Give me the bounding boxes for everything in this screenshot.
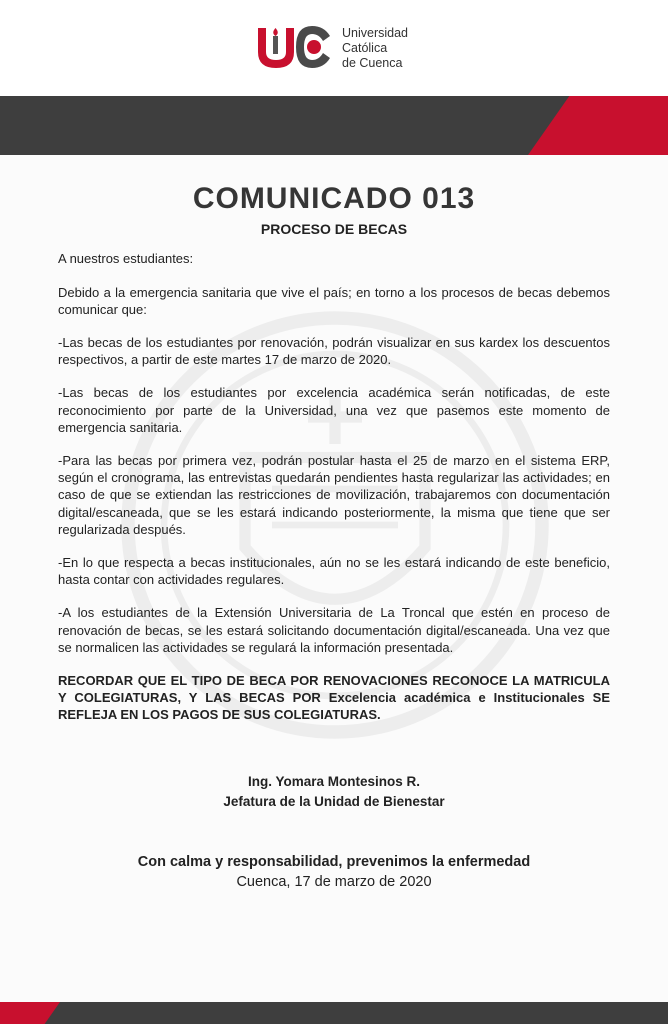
- greeting: A nuestros estudiantes:: [58, 251, 194, 267]
- document-title: COMUNICADO 013: [192, 182, 476, 215]
- university-name-line-2: Católica: [342, 41, 388, 55]
- paragraph-renewal: -Las becas de los estudiantes por renovación, podrán visualizar en sus kardex los descuentos respectivos, a partir de este martes 17 de marzo de 2020.: [58, 335, 610, 368]
- footer-band-dark: [45, 1002, 668, 1024]
- paragraph-la-troncal: -A los estudiantes de la Extensión Universitaria de La Troncal que estén en proceso de renovación de becas, se les estará solicitando documentación digital/escaneada. Una vez que se normalicen las actividades se regulará la información presentada.: [58, 605, 610, 655]
- closing-slogan: Con calma y responsabilidad, prevenimos la enfermedad: [137, 853, 531, 870]
- paragraph-intro: Debido a la emergencia sanitaria que vive el país; en torno a los procesos de becas debemos comunicar que:: [58, 284, 610, 317]
- notice-bold: RECORDAR QUE EL TIPO DE BECA POR RENOVACIONES RECONOCE LA MATRICULA Y COLEGIATURAS, Y LAS BECAS POR Excelencia académica e Institucionales SE REFLEJA EN LOS PAGOS DE SUS COLEGIATURAS.: [58, 673, 610, 723]
- university-logo[interactable]: [254, 22, 414, 78]
- header: [0, 0, 668, 96]
- footer-band: [0, 1002, 668, 1024]
- signature-role: Jefatura de la Unidad de Bienestar: [223, 793, 445, 809]
- header-band-dark: [0, 96, 569, 155]
- document-subtitle: PROCESO DE BECAS: [260, 221, 408, 238]
- signature-name: Ing. Yomara Montesinos R.: [247, 773, 421, 789]
- university-name-line-3: de Cuenca: [342, 56, 403, 70]
- paragraph-institutional: -En lo que respecta a becas institucionales, aún no se les estará indicando de este beneficio, hasta contar con actividades regulares.: [58, 555, 610, 588]
- closing-place-date: Cuenca, 17 de marzo de 2020: [236, 873, 432, 890]
- paragraph-first-time: -Para las becas por primera vez, podrán postular hasta el 25 de marzo en el sistema ERP, según el cronograma, las entrevistas quedarán pendientes hasta regularizar las actividades; en caso de que se extiendan las restricciones de movilización, trabajaremos con documentación digital/escaneada, que se les estará indicando posteriormente, la misma que tiene que ser regularizada después.: [58, 453, 610, 537]
- university-name-line-1: Universidad: [342, 26, 409, 40]
- closing-block: [58, 852, 610, 892]
- document-body: [58, 182, 610, 892]
- university-name: [342, 26, 408, 71]
- university-logo-icon: [254, 22, 334, 72]
- header-band: [0, 96, 668, 155]
- signature-block: [58, 772, 610, 812]
- paragraph-excellence: -Las becas de los estudiantes por excelencia académica serán notificadas, de este reconocimiento por parte de la Universidad, una vez que pasemos este momento de emergencia sanitaria.: [58, 385, 610, 435]
